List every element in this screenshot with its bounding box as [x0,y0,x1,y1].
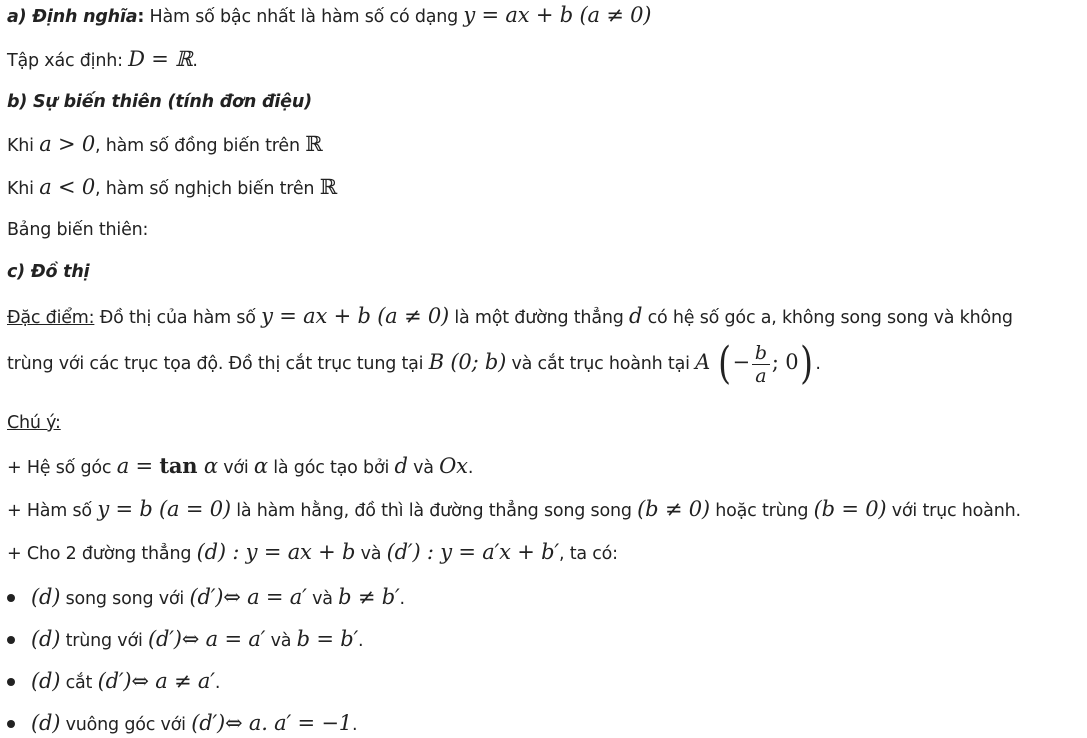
definition-formula: y = ax + b (a ≠ 0) [463,3,652,27]
line-d-equation: (d) : y = ax + b [196,540,356,564]
decreasing-line [7,174,337,202]
features-line-d: d [629,304,643,328]
bullet-d: (d) [31,669,61,693]
definition-colon: : [137,7,145,27]
bullet-icon [7,594,15,602]
bullet-d: (d) [31,711,61,735]
note-constant [7,496,1021,524]
features-line-2 [7,332,821,394]
minus-sign: − [732,350,750,374]
bullet-end: . [214,673,221,693]
note-label: Chú ý: [7,413,61,433]
note-slope-ox: Ox [439,454,468,478]
note-slope-pre: + Hệ số góc [7,458,117,478]
bullet-d: (d) [31,627,61,651]
left-paren: ( [717,338,731,389]
bullet-condition: (d′)⇔ a. a′ = −1 [191,711,352,735]
bullet-icon [7,720,15,728]
note-constant-text-3: với trục hoành. [886,501,1021,521]
bullet-condition: (d′)⇔ a = a′ [189,585,307,609]
domain-text: Tập xác định: [7,51,129,71]
features-label: Đặc điểm: [7,308,95,328]
note-two-lines-end: , ta có: [558,544,618,564]
domain-line [7,46,198,74]
bullet-d: (d) [31,585,61,609]
bullet-text: vuông góc với [60,715,192,735]
bullet-text: trùng với [60,631,148,651]
bullet-condition: (d′)⇔ a = a′ [148,627,266,651]
note-constant-formula: y = b (a = 0) [97,497,231,521]
note-two-lines-pre: + Cho 2 đường thẳng [7,544,197,564]
graph-heading: c) Đồ thị [7,262,90,282]
variation-heading: b) Sự biến thiên (tính đơn điệu) [7,92,312,112]
bullet-icon [7,636,15,644]
decreasing-pre: Khi [7,179,40,199]
increasing-text: , hàm số đồng biến trên [95,136,306,156]
features-text-4: trùng với các trục tọa độ. Đồ thị cắt trục tung tại [7,354,429,374]
note-slope-d: d [394,454,408,478]
decreasing-set: ℝ [319,175,337,199]
note-constant-text-2: hoặc trùng [709,501,814,521]
bullet-condition-2: b ≠ b′ [338,585,400,609]
definition-label: a) Định nghĩa [7,7,138,27]
bullet-parallel [7,584,405,612]
definition-line [7,2,651,30]
bullet-intersect [7,668,220,696]
bullet-coincide [7,626,363,654]
note-slope-text-2: là góc tạo bởi [267,458,395,478]
decreasing-condition: a < 0 [39,175,96,199]
alpha-symbol: α [197,454,218,478]
features-line-1 [7,303,1013,331]
bullet-end: . [351,715,358,735]
bullet-text: song song với [60,589,190,609]
increasing-pre: Khi [7,136,40,156]
bullet-end: . [399,589,405,609]
point-a: A [695,350,711,374]
point-a-tail: ; 0 [771,350,799,374]
bullet-and: và [306,589,339,609]
features-text-1: Đồ thị của hàm số [94,308,262,328]
fraction-numerator: b [752,342,770,365]
note-slope-text-1: với [217,458,254,478]
fraction-denominator: a [755,364,767,387]
variation-table-label: Bảng biến thiên: [7,220,149,240]
note-constant-coincide-cond: (b = 0) [813,497,887,521]
note-constant-text-1: là hàm hằng, đồ thì là đường thẳng song song [230,501,638,521]
note-slope-end: . [467,458,474,478]
note-slope [7,453,473,481]
fraction-b-over-a [752,342,770,387]
increasing-condition: a > 0 [39,132,96,156]
features-text-3: có hệ số góc a, không song song và không [642,308,1013,328]
features-end: . [815,354,821,374]
features-text-2: là một đường thẳng [449,308,630,328]
note-constant-pre: + Hàm số [7,501,98,521]
domain-end: . [192,51,198,71]
features-text-5: và cắt trục hoành tại [506,354,696,374]
line-d-prime-equation: (d′) : y = a′x + b′ [386,540,559,564]
note-two-lines [7,539,618,567]
bullet-and: và [265,631,297,651]
note-constant-parallel-cond: (b ≠ 0) [637,497,710,521]
point-b: B (0; b) [428,350,507,374]
bullet-icon [7,678,15,686]
bullet-end: . [358,631,364,651]
bullet-perpendicular [7,710,357,738]
bullet-condition: (d′)⇔ a ≠ a′ [97,669,215,693]
right-paren: ) [800,338,814,389]
bullet-condition-2: b = b′ [296,627,359,651]
decreasing-text: , hàm số nghịch biến trên [95,179,320,199]
bullet-text: cắt [60,673,98,693]
tan-function: tan [159,453,198,478]
note-slope-text-3: và [407,458,440,478]
increasing-set: ℝ [305,132,323,156]
increasing-line [7,131,323,159]
features-formula: y = ax + b (a ≠ 0) [261,304,450,328]
note-two-lines-and: và [355,544,387,564]
note-slope-formula: a = [116,454,160,478]
note-slope-alpha: α [253,454,268,478]
domain-formula: D = ℝ [128,47,193,71]
definition-text: Hàm số bậc nhất là hàm số có dạng [144,7,464,27]
